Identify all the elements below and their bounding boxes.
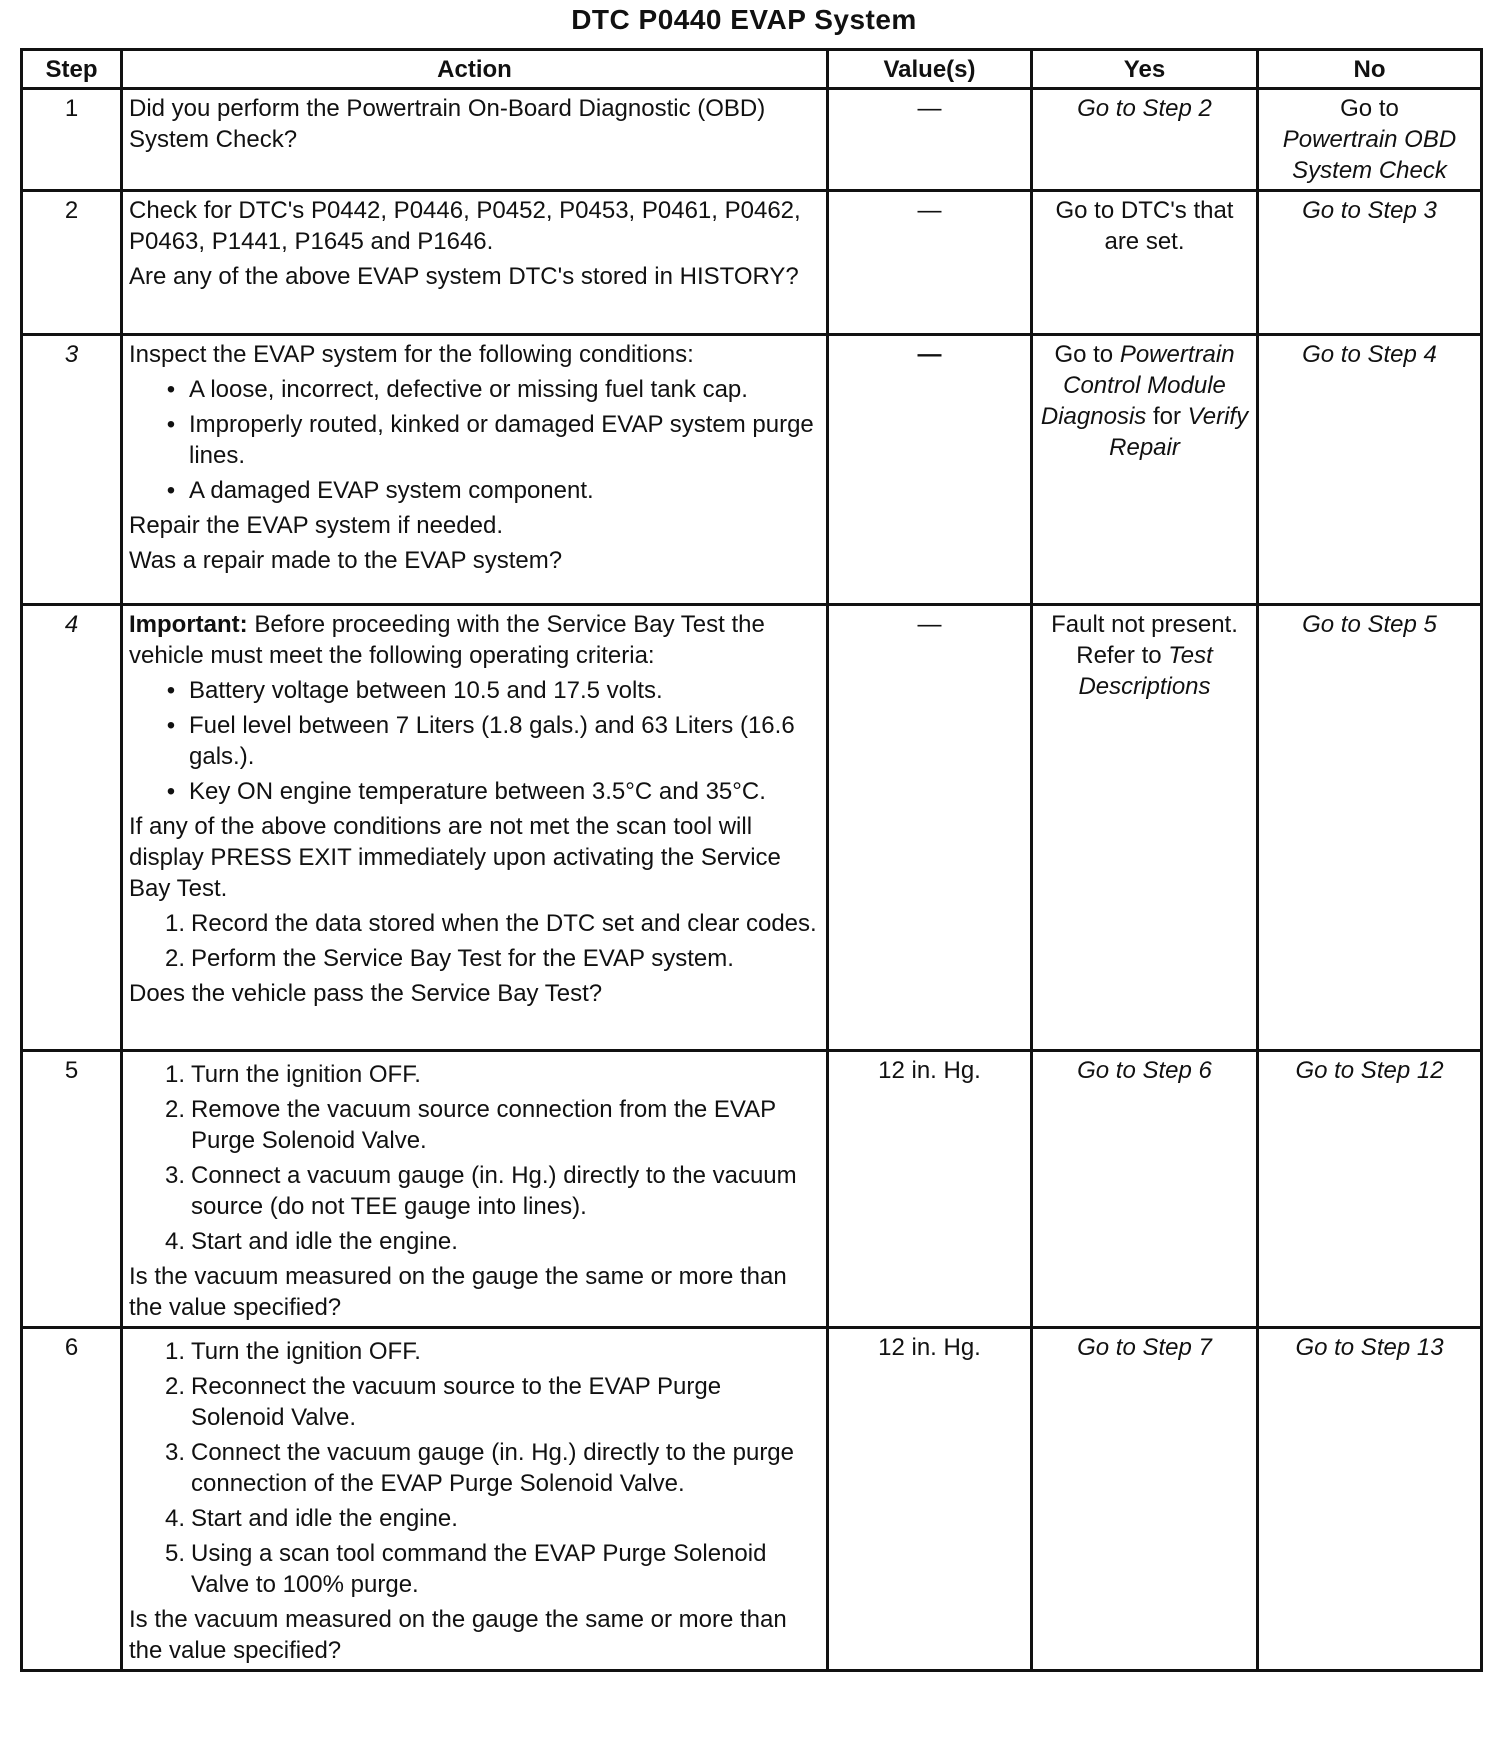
list-item: 5. Using a scan tool command the EVAP Purge Solenoid Valve to 100% purge. [164,1540,767,1598]
action-text: If any of the above conditions are not met the scan tool will display PRESS EXIT immediately upon activating the Service Bay Test. [129,813,781,902]
action-text: Inspect the EVAP system for the following conditions: [129,341,694,368]
yes-cell: Go to DTC's that are set. [1032,191,1258,335]
table-row [22,191,1482,335]
step-number: 3 [22,335,122,605]
step-number: 1 [22,89,122,191]
no-cell: Go to Step 13 [1258,1328,1482,1671]
no-cell: Go to Step 5 [1258,605,1482,1051]
important-note: Important: Before proceeding with the Service Bay Test the vehicle must meet the following operating criteria: [129,611,765,669]
value-cell: 12 in. Hg. [828,1328,1032,1671]
action-cell [122,605,828,1051]
no-reference: Powertrain OBD System Check [1282,126,1457,184]
list-item: • Battery voltage between 10.5 and 17.5 volts. [159,675,820,706]
list-item: 1. Turn the ignition OFF. [164,1338,421,1365]
action-cell [122,1328,828,1671]
header-values: Value(s) [828,50,1032,89]
step-number: 4 [22,605,122,1051]
header-no: No [1258,50,1482,89]
no-cell: Go to Step 4 [1258,335,1482,605]
list-item: 2. Reconnect the vacuum source to the EVAP Purge Solenoid Valve. [164,1373,722,1431]
important-label: Important: [129,611,248,638]
step-number: 6 [22,1328,122,1671]
action-cell [122,191,828,335]
bullet-icon: • [166,677,176,704]
criteria-list [129,675,820,807]
header-yes: Yes [1032,50,1258,89]
bullet-icon: • [166,376,176,403]
step-number: 2 [22,191,122,335]
action-question: Was a repair made to the EVAP system? [129,547,563,574]
list-item: 2. Remove the vacuum source connection from the EVAP Purge Solenoid Valve. [164,1096,776,1154]
procedure-list [129,908,820,974]
bullet-icon: • [166,778,176,805]
bullet-icon: • [166,712,176,739]
step-number: 5 [22,1051,122,1328]
action-text: Check for DTC's P0442, P0446, P0452, P0453, P0461, P0462, P0463, P1441, P1645 and P1646. [129,197,801,255]
page-title: DTC P0440 EVAP System [571,4,917,35]
yes-cell: Go to Powertrain Control Module Diagnosis for Verify Repair [1032,335,1258,605]
action-question: Is the vacuum measured on the gauge the same or more than the value specified? [129,1606,787,1664]
action-question: Is the vacuum measured on the gauge the same or more than the value specified? [129,1263,787,1321]
value-cell: — [828,605,1032,1051]
list-item: • Key ON engine temperature between 3.5°C and 35°C. [159,776,820,807]
value-cell: — [828,335,1032,605]
value-cell: — [828,89,1032,191]
table-row [22,1051,1482,1328]
action-question: Does the vehicle pass the Service Bay Test? [129,980,603,1007]
header-step: Step [22,50,122,89]
list-item: • A loose, incorrect, defective or missing fuel tank cap. [159,374,820,405]
table-header-row [22,50,1482,89]
list-item: 3. Connect a vacuum gauge (in. Hg.) directly to the vacuum source (do not TEE gauge into lines). [164,1162,797,1220]
list-item: • A damaged EVAP system component. [159,475,820,506]
action-question: Are any of the above EVAP system DTC's stored in HISTORY? [129,263,799,290]
value-cell: 12 in. Hg. [828,1051,1032,1328]
list-item: 4. Start and idle the engine. [164,1228,458,1255]
no-cell: Go to Step 12 [1258,1051,1482,1328]
list-item: 1. Turn the ignition OFF. [164,1061,421,1088]
list-item: 2. Perform the Service Bay Test for the EVAP system. [164,945,734,972]
yes-cell: Go to Step 6 [1032,1051,1258,1328]
procedure-list [129,1336,820,1600]
table-row [22,1328,1482,1671]
list-item: • Fuel level between 7 Liters (1.8 gals.) and 63 Liters (16.6 gals.). [159,710,820,772]
no-cell: Go to Step 3 [1258,191,1482,335]
yes-cell: Fault not present. Refer to Test Descriptions [1032,605,1258,1051]
value-cell: — [828,191,1032,335]
procedure-list [129,1059,820,1257]
condition-list [129,374,820,506]
action-cell [122,1051,828,1328]
bullet-icon: • [166,477,176,504]
yes-cell: Go to Step 7 [1032,1328,1258,1671]
action-text: Did you perform the Powertrain On-Board Diagnostic (OBD) System Check? [129,95,766,153]
no-cell [1258,89,1482,191]
list-item: • Improperly routed, kinked or damaged EVAP system purge lines. [159,409,820,471]
no-prefix: Go to [1340,95,1399,122]
table-row [22,335,1482,605]
yes-cell: Go to Step 2 [1032,89,1258,191]
list-item: 4. Start and idle the engine. [164,1505,458,1532]
diagnostic-table [20,48,1483,1672]
header-action: Action [122,50,828,89]
table-row [22,89,1482,191]
action-cell [122,335,828,605]
action-cell [122,89,828,191]
bullet-icon: • [166,411,176,438]
list-item: 1. Record the data stored when the DTC set and clear codes. [164,910,817,937]
table-row [22,605,1482,1051]
list-item: 3. Connect the vacuum gauge (in. Hg.) directly to the purge connection of the EVAP Purge Solenoid Valve. [164,1439,794,1497]
action-text: Repair the EVAP system if needed. [129,512,503,539]
